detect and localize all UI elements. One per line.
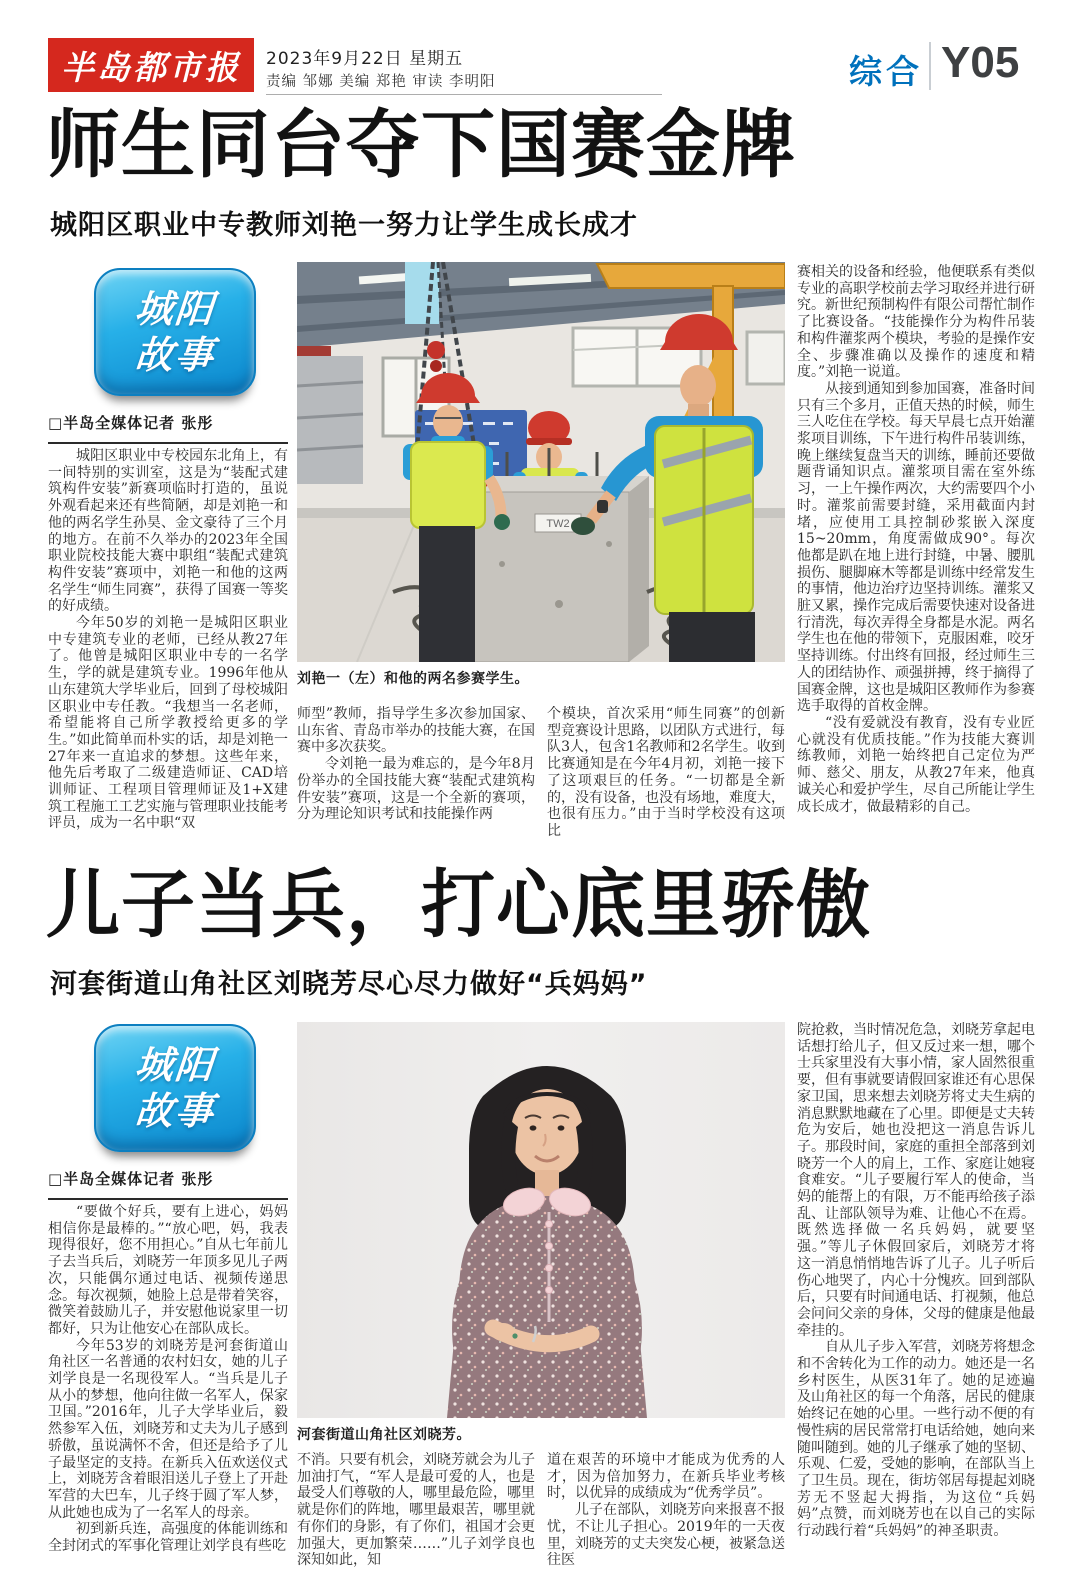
chengyang-story-badge-2	[94, 1024, 256, 1152]
body-paragraph: “没有爱就没有教育，没有专业匠心就没有优质技能。”作为技能大赛训练教师，刘艳一始终把自己定位为严师、慈父、朋友，从教27年来，他真诚关心和爱护学生，尽自己所能让学生成长成才，做最精彩的自己。	[797, 714, 1035, 815]
article2-column-1	[48, 1204, 288, 1574]
article1-photo-caption: 刘艳一（左）和他的两名参赛学生。	[297, 671, 529, 687]
article2-headline: 儿子当兵，打心底里骄傲	[46, 863, 871, 946]
article1-headline: 师生同台夺下国赛金牌	[46, 103, 796, 186]
article1-column-3	[547, 706, 785, 846]
article2-subhead: 河套街道山角社区刘晓芳尽心尽力做好“兵妈妈”	[50, 969, 648, 1000]
body-paragraph: 道在艰苦的环境中才能成为优秀的人才，因为倍加努力，在新兵毕业考核时，以优异的成绩成为“优秀学员”。	[547, 1452, 785, 1502]
portrait-illustration	[297, 1022, 785, 1418]
body-paragraph: 赛相关的设备和经验，他便联系有类似专业的高职学校前去学习取经并进行研究。新世纪预制构件有限公司帮忙制作了比赛设备。“技能操作分为构件吊装和构件灌浆两个模块，考验的是操作安全、步骤准确以及操作的速度和精度。”刘艳一说道。	[797, 264, 1035, 381]
badge2-line1: 城阳	[133, 1043, 217, 1087]
body-paragraph: 师型”教师，指导学生多次参加国家、山东省、青岛市举办的技能大赛，在国赛中多次获奖。	[297, 706, 535, 756]
header-rule	[266, 94, 662, 95]
body-paragraph: 个模块，首次采用“师生同赛”的创新型竞赛设计思路，以团队方式进行，每队3人，包含1名教师和2名学生。收到比赛通知是在今年4月初，刘艳一接下了这项艰巨的任务。“一切都是全新的，没有设备，也没有场地，难度大，也很有压力。”由于当时学校没有这项比	[547, 706, 785, 839]
date-line: 2023年9月22日 星期五	[266, 49, 464, 69]
body-paragraph: 从接到通知到参加国赛，准备时间只有三个多月，正值天热的时候，师生三人吃住在学校。每天早晨七点开始灌浆项目训练，下午进行构件吊装训练，晚上继续复盘当天的训练，睡前还要做题背诵知识点。灌浆项目需在室外练习，一上午操作两次，大约需要四个小时。灌浆前需要封缝，采用截面内封堵，应使用工具控制砂浆嵌入深度15~20mm，角度需做成90°。每次他都是趴在地上进行封缝，中暑、腰肌损伤、腿脚麻木等都是训练中经常发生的事情，他边治疗边坚持训练。灌浆又脏又累，操作完成后需要快速对设备进行清洗，每次弄得全身都是水泥。两名学生也在他的带领下，克服困难，咬牙坚持训练。付出终有回报，经过师生三人的团结协作、顽强拼搏，终于摘得了国赛金牌，这也是城阳区教师作为参赛选手取得的首枚金牌。	[797, 380, 1035, 715]
article1-column-4	[797, 264, 1035, 848]
masthead-logo: 半岛都市报	[48, 38, 254, 92]
body-paragraph: 初到新兵连，高强度的体能训练和全封闭式的军事化管理让刘学良有些吃	[48, 1521, 288, 1555]
article1-subhead: 城阳区职业中专教师刘艳一努力让学生成长成才	[50, 210, 638, 241]
body-paragraph: 今年53岁的刘晓芳是河套街道山角社区一名普通的农村妇女，她的儿子刘学良是一名现役军人。“当兵是儿子从小的梦想，他向往做一名军人，保家卫国。”2016年，儿子大学毕业后，毅然参军入伍，刘晓芳和丈夫为儿子感到骄傲，虽说满怀不舍，但还是给予了儿子最坚定的支持。在新兵入伍欢送仪式上，刘晓芳含着眼泪送儿子登上了开赴军营的大巴车，儿子终于圆了军人梦，从此她也成为了一名军人的母亲。	[48, 1337, 288, 1521]
article1-column-1	[48, 448, 288, 864]
article1-column-2	[297, 706, 535, 846]
badge-line1: 城阳	[133, 287, 217, 331]
body-paragraph: 城阳区职业中专校园东北角上，有一间特别的实训室，这是为“装配式建筑构件安装”新赛项临时打造的，虽说外观看起来还有些简陋，却是刘艳一和他的两名学生孙昊、金文豪待了三个月的地方。在前不久举办的2023年全国职业院校技能大赛中职组“装配式建筑构件安装”赛项中，刘艳一和他的这两名学生“师生同赛”，获得了国赛一等奖的好成绩。	[48, 448, 288, 615]
body-paragraph: 令刘艳一最为难忘的，是今年8月份举办的全国技能大赛“装配式建筑构件安装”赛项，这是一个全新的赛项，分为理论知识考试和技能操作两	[297, 756, 535, 823]
article2-column-2	[297, 1452, 535, 1574]
training-hall-illustration	[297, 262, 785, 662]
page-number: Y05	[941, 38, 1020, 87]
body-paragraph: 今年50岁的刘艳一是城阳区职业中专建筑专业的老师，已经从教27年了。他曾是城阳区职业中专的一名学生，学的就是建筑专业。1996年他从山东建筑大学毕业后，回到了母校城阳区职业中专任教。“我想当一名老师，希望能将自己所学教授给更多的学生。”如此简单而朴实的话，却是刘艳一27年来一直追求的梦想。这些年来，他先后考取了二级建造师证、CAD培训师证、工程项目管理师证及1+X建筑工程施工工艺实施与管理职业技能考评员，成为一名中职“双	[48, 615, 288, 832]
article2-column-4	[797, 1022, 1035, 1574]
header-divider	[929, 42, 931, 90]
badge2-line2: 故事	[133, 1089, 217, 1133]
body-paragraph: 自从儿子步入军营，刘晓芳将想念和不舍转化为工作的动力。她还是一名乡村医生，从医31年了。她的足迹遍及山角社区的每一个角落，居民的健康始终记在她的心里。一些行动不便的有慢性病的居民常常打电话给她，她向来随叫随到。她的儿子继承了她的坚韧、乐观、仁爱，受她的影响，在部队当上了卫生员。现在，街坊邻居每提起刘晓芳无不竖起大拇指，为这位“兵妈妈”点赞，而刘晓芳也在以自己的实际行动践行着“兵妈妈”的神圣职责。	[797, 1339, 1035, 1540]
article2-byline: □半岛全媒体记者 张彤	[48, 1168, 288, 1200]
body-paragraph: 不消。只要有机会，刘晓芳就会为儿子加油打气，“军人是最可爱的人，也是最受人们尊敬的人，哪里最危险，哪里就是你们的阵地，哪里最艰苦，哪里就有你们的身影，有了你们，祖国才会更加强大，更加繁荣……”儿子刘学良也深知如此，知	[297, 1452, 535, 1569]
article2-column-3	[547, 1452, 785, 1574]
body-paragraph: 儿子在部队，刘晓芳向来报喜不报忧，不让儿子担心。2019年的一天夜里，刘晓芳的丈夫突发心梗，被紧急送往医	[547, 1502, 785, 1569]
section-label: 综合	[849, 52, 923, 91]
chengyang-story-badge	[94, 268, 256, 396]
article2-photo-caption: 河套街道山角社区刘晓芳。	[297, 1427, 471, 1443]
editors-line: 责编 邹娜 美编 郑艳 审读 李明阳	[266, 74, 496, 90]
body-paragraph: “要做个好兵，要有上进心，妈妈相信你是最棒的。”“放心吧，妈，我表现得很好，您不用担心。”自从七年前儿子去当兵后，刘晓芳一年顶多见儿子两次，只能偶尔通过电话、视频传递思念。每次视频，她脸上总是带着笑容，微笑着鼓励儿子，并安慰他说家里一切都好，只为让他安心在部队成长。	[48, 1204, 288, 1337]
article1-byline: □半岛全媒体记者 张彤	[48, 412, 288, 444]
body-paragraph: 院抢救，当时情况危急，刘晓芳拿起电话想打给儿子，但又反过来一想，哪个士兵家里没有大事小情，家人固然很重要，但有事就要请假回家谁还有心思保家卫国，思来想去刘晓芳将丈夫生病的消息默默地藏在了心里。即便是丈夫转危为安后，她也没把这一消息告诉儿子。那段时间，家庭的重担全部落到刘晓芳一个人的肩上，工作、家庭让她寝食难安。“儿子要履行军人的使命，当妈的能帮上的有限，万不能再给孩子添乱、让部队领导为难、让他心不在焉。既然选择做一名兵妈妈，就要坚强。”等儿子休假回家后，刘晓芳才将这一消息悄悄地告诉了儿子。儿子听后伤心地哭了，内心十分愧疚。回到部队后，只要有时间通电话、打视频，他总会问问父亲的身体，父母的健康是他最牵挂的。	[797, 1022, 1035, 1339]
badge-line2: 故事	[133, 333, 217, 377]
svg-text:TW2: TW2	[546, 518, 570, 530]
article2-photo	[297, 1022, 785, 1418]
article1-photo	[297, 262, 785, 662]
